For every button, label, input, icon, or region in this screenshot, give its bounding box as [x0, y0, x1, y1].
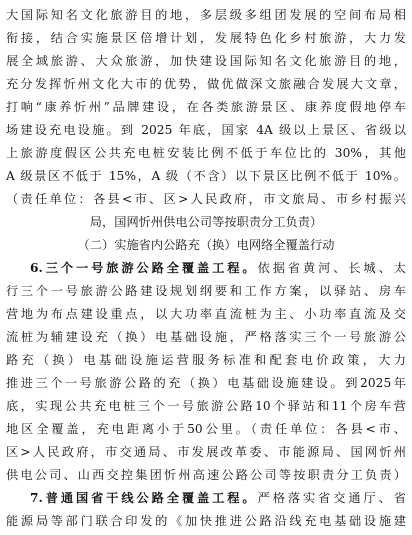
paragraph-line: 地区全覆盖，充电距离小于50公里。（责任单位：各县<市、 — [6, 422, 406, 436]
responsibility-line: 局，国网忻州供电公司等按职责分工负责） — [89, 215, 323, 229]
paragraph-line: 能源局等部门联合印发的《加快推进公路沿线充电基础设施建 — [6, 514, 406, 528]
paragraph-line: 路充（换）电基础设施运营服务标准和配套电价政策，大力 — [6, 353, 406, 367]
paragraph-line: 大国际知名文化旅游目的地，多层级多组团发展的空间布局相 — [6, 8, 406, 22]
paragraph-line: 供电公司、山西交控集团忻州高速公路公司等按职责分工负责） — [6, 468, 406, 482]
item-title: 6.三个一号旅游公路全覆盖工程。 — [30, 261, 258, 275]
paragraph-line: 衔接，结合实施景区倍增计划，发展特色化乡村旅游，大力发 — [6, 31, 406, 45]
paragraph-line: （责任单位：各县<市、区>人民政府，市文旅局、市乡村振兴 — [6, 192, 406, 206]
paragraph-line: 上旅游度假区公共充电桩安装比例不低于车位比的 30%，其他 — [6, 146, 406, 160]
paragraph-line: 场建设充电设施。到 2025 年底，国家 4A 级以上景区、省级以 — [6, 123, 406, 137]
paragraph-line: 底，实现公共充电桩三个一号旅游公路10个驿站和11个房车营 — [6, 399, 406, 413]
paragraph-line: 区>人民政府，市交通局、市发展改革委、市能源局、国网忻州 — [6, 445, 406, 459]
item-heading-line — [30, 257, 406, 279]
item-text: 依据省黄河、长城、太 — [257, 261, 406, 275]
item-heading-line — [30, 487, 406, 509]
item-text: 严格落实省交通厅、省 — [257, 491, 406, 505]
paragraph-line: 营地为布点建设重点，以大功率直流桩为主、小功率直流及交 — [6, 307, 406, 321]
paragraph-line: 行三个一号旅游公路建设规划纲要和工作方案，以驿站、房车 — [6, 284, 406, 298]
paragraph-line: 打响“康养忻州”品牌建设，在各类旅游景区、康养度假地停车 — [6, 100, 406, 114]
paragraph-line: 充分发挥忻州文化大市的优势，做优做深文旅融合发展大文章， — [6, 77, 406, 91]
paragraph-line: 推进三个一号旅游公路的充（换）电基础设施建设。到2025年 — [6, 376, 406, 390]
item-title: 7.普通国省干线公路全覆盖工程。 — [30, 491, 258, 505]
paragraph-line: 流桩为辅建设充（换）电基础设施，严格落实三个一号旅游公 — [6, 330, 406, 344]
paragraph-line: 展全域旅游、大众旅游，加快建设国际知名文化旅游目的地， — [6, 54, 406, 68]
paragraph-line: A 级景区不低于 15%，A 级（不含）以下景区比例不低于 10%。 — [6, 169, 406, 183]
section-heading: （二）实施省内公路充（换）电网络全覆盖行动 — [77, 238, 335, 252]
